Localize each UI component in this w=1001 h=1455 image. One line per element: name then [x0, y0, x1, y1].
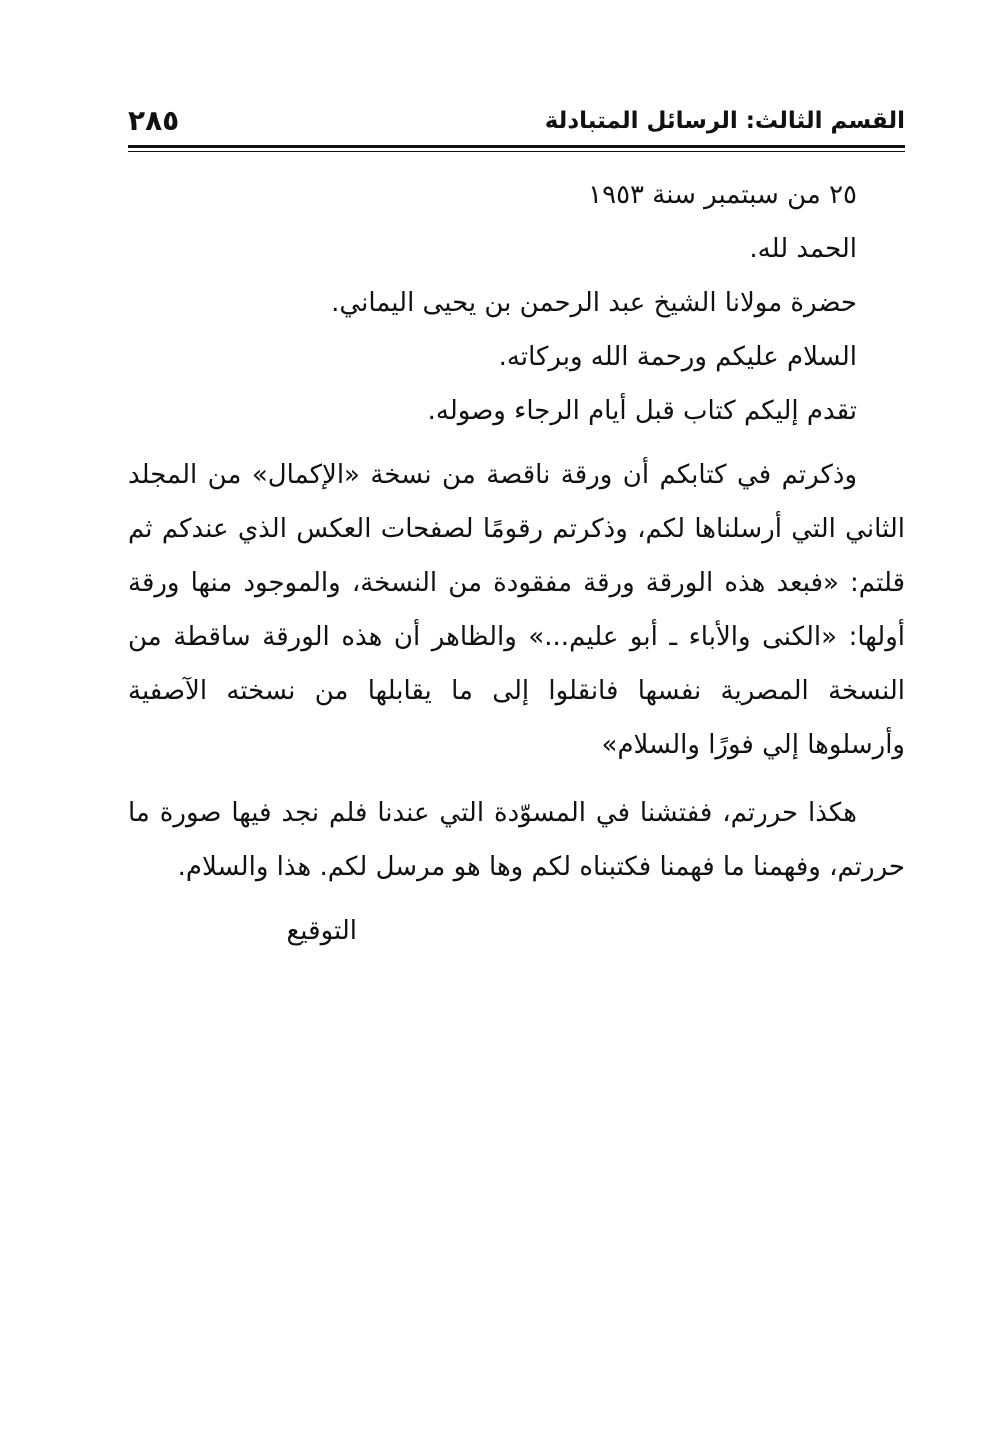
letter-praise: الحمد لله. — [749, 234, 857, 264]
letter-opening: تقدم إليكم كتاب قبل أيام الرجاء وصوله. — [427, 396, 857, 426]
running-head — [128, 104, 905, 140]
letter-body — [128, 168, 905, 958]
letter-date: ٢٥ من سبتمبر سنة ١٩٥٣ — [588, 180, 857, 210]
letter-addressee: حضرة مولانا الشيخ عبد الرحمن بن يحيى اليماني. — [331, 288, 857, 318]
letter-paragraph-2: هكذا حررتم، ففتشنا في المسوّدة التي عندنا فلم نجد فيها صورة ما حررتم، وفهمنا ما فهمنا فكتبناه لكم وها هو مرسل لكم. هذا والسلام. — [128, 798, 905, 882]
letter-paragraph-1: وذكرتم في كتابكم أن ورقة ناقصة من نسخة «الإكمال» من المجلد الثاني التي أرسلناها لكم، وذكرتم رقومًا لصفحات العكس الذي عندكم ثم قلتم: «فبعد هذه الورقة ورقة مفقودة من النسخة، والموجود منها ورقة أولها: «الكنى والأباء ـ أبو عليم...» والظاهر أن هذه الورقة ساقطة من النسخة المصرية نفسها فانقلوا إلى ما يقابلها من نسخته الآصفية وأرسلوها إلي فورًا والسلام» — [128, 460, 905, 760]
letter-greeting: السلام عليكم ورحمة الله وبركاته. — [498, 342, 857, 372]
header-rule-thick — [128, 145, 905, 148]
header-rule-thin — [128, 151, 905, 152]
letter-signature: التوقيع — [286, 916, 357, 946]
section-title: القسم الثالث: الرسائل المتبادلة — [544, 108, 905, 134]
page-number: ٢٨٥ — [128, 104, 180, 137]
